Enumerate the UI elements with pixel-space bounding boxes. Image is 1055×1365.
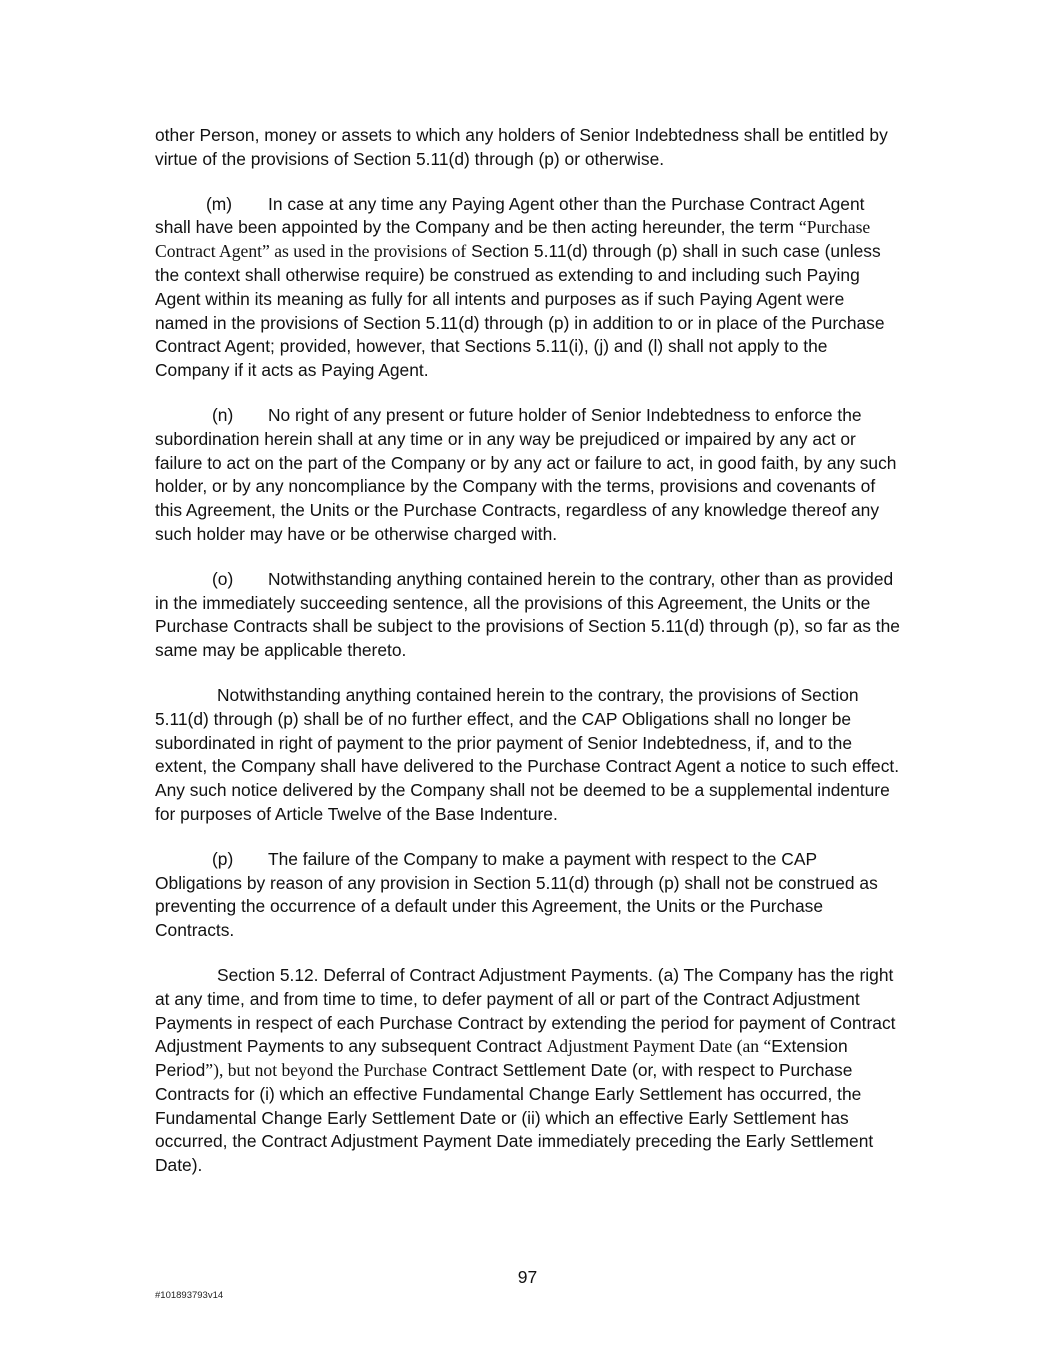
paragraph-m-text-serif: “Purchase Contract Agent” as used in the provisions of (155, 217, 871, 262)
paragraph-m-text-before: In case at any time any Paying Agent other than the Purchase Contract Agent shall have been appointed by the Company and be then acting hereunder, the term (155, 193, 865, 238)
paragraph-p-text: The failure of the Company to make a payment with respect to the CAP Obligations by reason of any provision in Section 5.11(d) through (p) shall not be construed as preventing the occurrence of a default under this Agreement, the Units or the Purchase Contracts. (155, 848, 878, 941)
document-id: #101893793v14 (155, 1290, 224, 1301)
paragraph-o-continued (155, 684, 900, 827)
section-5-12-term: Extension Period (155, 1036, 848, 1081)
paragraph-m-label: (m) (206, 193, 233, 214)
paragraph-n (155, 404, 900, 547)
continuation-paragraph (155, 124, 900, 172)
paragraph-p (155, 848, 900, 943)
paragraph-m-text-after: Section 5.11(d) through (p) shall in such case (unless the context shall otherwise require) be construed as extending to and including such Paying Agent within its meaning as fully for all intents and purposes as if such Paying Agent were named in the provisions of Section 5.11(d) through (p) in addition to or in place of the Purchase Contract Agent; provided, however, that Sections 5.11(i), (j) and (l) shall not apply to the Company if it acts as Paying Agent. (155, 241, 885, 381)
paragraph-n-label: (n) (212, 404, 234, 425)
document-body (155, 124, 900, 1199)
page-number: 97 (517, 1267, 538, 1287)
paragraph-n-text: No right of any present or future holder of Senior Indebtedness to enforce the subordination herein shall at any time or in any way be prejudiced or impaired by any act or failure to act on the part of the Company or by any act or failure to act, in good faith, by any such holder, or by any noncompliance by the Company with the terms, provisions and covenants of this Agreement, the Units or the Purchase Contracts, regardless of any knowledge thereof any such holder may have or be otherwise charged with. (155, 404, 897, 544)
paragraph-o-continued-text: Notwithstanding anything contained herein to the contrary, the provisions of Section 5.11(d) through (p) shall be of no further effect, and the CAP Obligations shall no longer be subordinated in right of payment to the prior payment of Senior Indebtedness, if, and to the extent, the Company shall have delivered to the Purchase Contract Agent a notice to such effect. Any such notice delivered by the Company shall not be deemed to be a supplemental indenture for purposes of Article Twelve of the Base Indenture. (155, 684, 900, 824)
section-5-12 (155, 964, 900, 1178)
paragraph-m (155, 193, 900, 383)
section-5-12-text-before: (a) The Company has the right at any time, and from time to time, to defer payment of all or part of the Contract Adjustment Payments in respect of each Purchase Contract by extending the period for payment of Contract Adjustment Payments to any subsequent Contract (155, 964, 896, 1057)
continuation-text: other Person, money or assets to which any holders of Senior Indebtedness shall be entitled by virtue of the provisions of Section 5.11(d) through (p) or otherwise. (155, 125, 888, 169)
paragraph-o-text: Notwithstanding anything contained herein to the contrary, other than as provided in the immediately succeeding sentence, all the provisions of this Agreement, the Units or the Purchase Contracts shall be subject to the provisions of Section 5.11(d) through (p), so far as the same may be applicable thereto. (155, 568, 900, 661)
section-5-12-text-serif-2: ”), but not beyond the Purchase (205, 1060, 428, 1081)
paragraph-o-label: (o) (212, 568, 234, 589)
section-5-12-text-after: Contract Settlement Date (or, with respect to Purchase Contracts for (i) which an effective Fundamental Change Early Settlement has occurred, the Fundamental Change Early Settlement Date or (ii) which an effective Early Settlement has occurred, the Contract Adjustment Payment Date immediately preceding the Early Settlement Date). (155, 1060, 874, 1176)
paragraph-p-label: (p) (212, 848, 234, 869)
section-5-12-text-serif-1: Adjustment Payment Date (an “ (546, 1036, 772, 1057)
paragraph-o (155, 568, 900, 663)
section-5-12-heading: Section 5.12. Deferral of Contract Adjustment Payments. (217, 964, 653, 985)
